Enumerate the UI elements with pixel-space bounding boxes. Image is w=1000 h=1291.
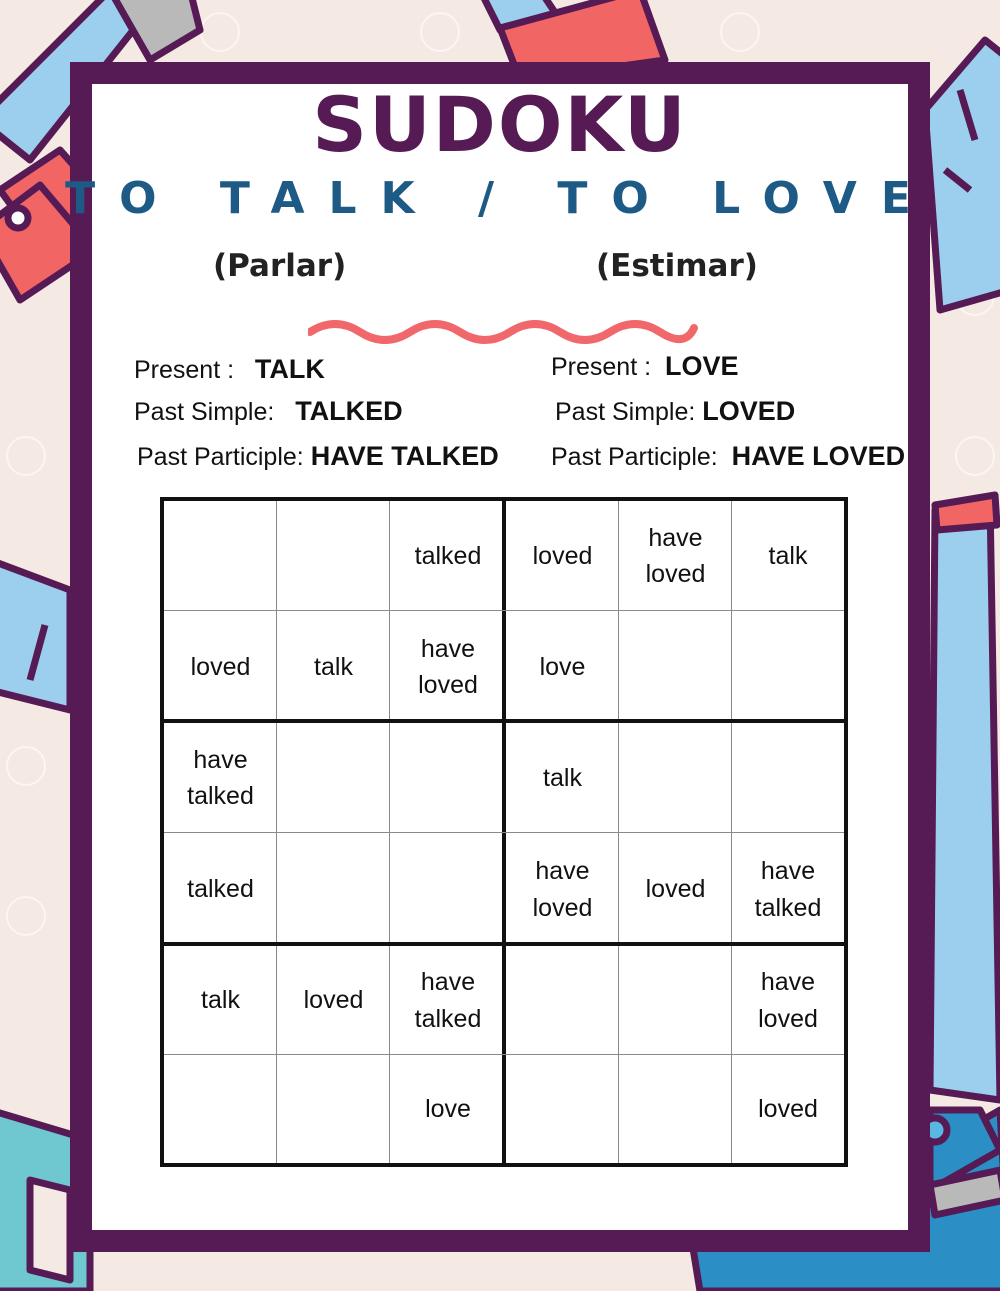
sudoku-cell[interactable]: loved <box>190 652 251 681</box>
present-label: Present : <box>551 353 652 381</box>
sudoku-cell[interactable]: loved <box>532 541 593 570</box>
past-participle-value: HAVE LOVED <box>731 441 906 471</box>
page-subtitle: TO TALK / TO LOVE <box>65 173 935 224</box>
translation-right: (Estimar) <box>596 248 758 284</box>
sudoku-cell[interactable] <box>619 946 732 1055</box>
verb-love-past-participle <box>551 441 905 472</box>
verb-talk-past-simple <box>134 396 403 427</box>
sudoku-cell[interactable] <box>390 833 506 946</box>
sudoku-cell[interactable]: have loved <box>645 523 706 588</box>
sudoku-cell[interactable] <box>390 723 506 833</box>
past-participle-label: Past Participle: <box>137 443 304 471</box>
sudoku-cell[interactable] <box>619 611 732 723</box>
sudoku-cell[interactable]: love <box>425 1094 471 1123</box>
sudoku-cell[interactable]: talk <box>201 986 240 1015</box>
sudoku-cell[interactable] <box>277 723 390 833</box>
past-participle-value: HAVE TALKED <box>310 441 499 471</box>
verb-talk-present <box>134 354 325 385</box>
sudoku-cell[interactable]: talked <box>414 541 482 570</box>
sudoku-cell[interactable]: have loved <box>532 857 593 922</box>
sudoku-cell[interactable]: loved <box>645 875 706 904</box>
sudoku-cell[interactable]: have talked <box>754 857 822 922</box>
past-simple-label: Past Simple: <box>555 398 696 426</box>
sudoku-cell[interactable] <box>277 1055 390 1163</box>
sudoku-cell[interactable]: loved <box>758 1094 818 1123</box>
past-simple-value: LOVED <box>702 396 796 426</box>
present-value: LOVE <box>664 351 739 381</box>
sudoku-cell[interactable] <box>619 1055 732 1163</box>
verb-love-past-simple <box>555 396 795 427</box>
sudoku-cell[interactable] <box>732 723 844 833</box>
sudoku-cell[interactable]: have talked <box>414 968 482 1033</box>
sudoku-cell[interactable]: have loved <box>418 634 478 699</box>
sudoku-cell[interactable]: have loved <box>758 968 818 1033</box>
sudoku-cell[interactable]: love <box>539 652 586 681</box>
translation-left: (Parlar) <box>213 248 347 284</box>
sudoku-cell[interactable]: talk <box>543 763 582 792</box>
sudoku-cell[interactable]: loved <box>303 986 364 1015</box>
present-label: Present : <box>134 356 235 384</box>
sudoku-cell[interactable]: talked <box>187 875 254 904</box>
sudoku-cell[interactable] <box>164 501 277 611</box>
past-participle-label: Past Participle: <box>551 443 718 471</box>
wave-divider <box>308 318 698 348</box>
sudoku-cell[interactable] <box>732 611 844 723</box>
sudoku-cell[interactable] <box>164 1055 277 1163</box>
sudoku-cell[interactable]: have talked <box>187 745 254 810</box>
sudoku-cell[interactable] <box>277 501 390 611</box>
sudoku-cell[interactable] <box>619 723 732 833</box>
past-simple-label: Past Simple: <box>134 398 275 426</box>
sudoku-cell[interactable] <box>506 946 619 1055</box>
sudoku-cell[interactable]: talk <box>314 652 353 681</box>
past-simple-value: TALKED <box>295 396 403 426</box>
sudoku-cell[interactable] <box>277 833 390 946</box>
sudoku-cell[interactable]: talk <box>768 541 808 570</box>
sudoku-grid <box>160 497 848 1167</box>
present-value: TALK <box>254 354 325 384</box>
verb-talk-past-participle <box>137 441 499 472</box>
sudoku-cell[interactable] <box>506 1055 619 1163</box>
page-title: SUDOKU <box>312 80 688 169</box>
verb-love-present <box>551 351 738 382</box>
